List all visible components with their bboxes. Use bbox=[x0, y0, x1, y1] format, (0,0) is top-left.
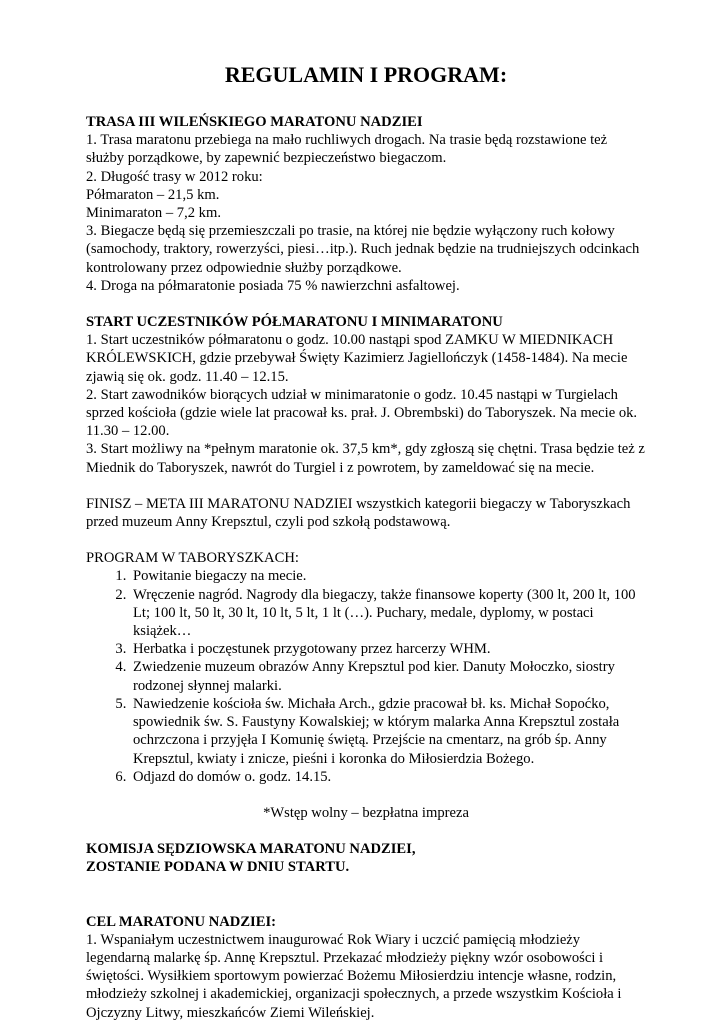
section-trasa bbox=[86, 113, 646, 295]
trasa-line: 2. Długość trasy w 2012 roku: bbox=[86, 168, 263, 185]
list-item: 2. Wręczenie nagród. Nagrody dla biegaczy, także finansowe koperty (300 lt, 200 lt, 100 Lt; 100 lt, 50 lt, 30 lt, 10 lt, 5 lt, 1 lt (…). Puchary, medale, dyplomy, w postaci książek… bbox=[130, 586, 646, 641]
trasa-line: 3. Biegacze będą się przemieszczali po trasie, na której nie będzie wyłączony ruch kołowy (samochody, traktory, rowerzyści, piesi…itp.). Ruch jednak będzie na trudniejszych odcinkach kontrolowany przez odpowiednie służby porządkowe. bbox=[86, 223, 640, 276]
section-start bbox=[86, 313, 646, 477]
cel-paragraph: 1. Wspaniałym uczestnictwem inaugurować Rok Wiary i uczcić pamięcią młodzieży legendarną malarkę śp. Annę Krepsztul. Przekazać młodzieży piękny wzór osobowości i świętości. Wysiłkiem sportowym powierzać Bożemu Miłosierdziu intencje własne, rodzin, młodzieży szkolnej i akademickiej, organizacji społecznych, a przede wszystkim Kościoła i Ojczyzny Litwy, mieszkańców Ziemi Wileńskiej. bbox=[86, 931, 622, 1021]
start-line: 1. Start uczestników półmaratonu o godz. 10.00 nastąpi spod ZAMKU W MIEDNIKACH KRÓLEWSKICH, gdzie przebywał Święty Kazimierz Jagiellończyk (1458-1484). Na mecie zjawią się ok. godz. 11.40 – 12.15. bbox=[86, 332, 628, 385]
list-item: 5. Nawiedzenie kościoła św. Michała Arch., gdzie pracował bł. ks. Michał Sopoćko, spowiednik św. S. Faustyny Kowalskiej; w którym malarka Anna Krepsztul została ochrzczona i przyjęła I Komunię świętą. Przejście na cmentarz, na grób śp. Anny Krepsztul, kwiaty i znicze, pieśni i koronka do Miłosierdzia Bożego. bbox=[130, 695, 646, 768]
finisz-paragraph: FINISZ – META III MARATONU NADZIEI wszystkich kategorii biegaczy w Taboryszkach przed muzeum Anny Krepsztul, czyli pod szkołą podstawową. bbox=[86, 495, 631, 531]
list-item: 6. Odjazd do domów o. godz. 14.15. bbox=[130, 768, 646, 786]
section-komisja bbox=[86, 840, 646, 876]
komisja-line-2: ZOSTANIE PODANA W DNIU STARTU. bbox=[86, 859, 350, 876]
program-list bbox=[86, 567, 646, 785]
trasa-line: Minimaraton – 7,2 km. bbox=[86, 205, 221, 222]
section-cel bbox=[86, 913, 646, 1022]
list-item: 1. Powitanie biegaczy na mecie. bbox=[130, 567, 646, 585]
section-heading-program: PROGRAM W TABORYSZKACH: bbox=[86, 550, 299, 567]
document-page bbox=[86, 62, 646, 1022]
section-heading-trasa: TRASA III WILEŃSKIEGO MARATONU NADZIEI bbox=[86, 114, 423, 130]
komisja-line-1: KOMISJA SĘDZIOWSKA MARATONU NADZIEI, bbox=[86, 841, 416, 858]
section-heading-start: START UCZESTNIKÓW PÓŁMARATONU I MINIMARATONU bbox=[86, 314, 503, 331]
trasa-line: Półmaraton – 21,5 km. bbox=[86, 186, 220, 203]
page-title: REGULAMIN I PROGRAM: bbox=[224, 62, 508, 87]
section-heading-cel: CEL MARATONU NADZIEI: bbox=[86, 913, 277, 930]
start-line: 3. Start możliwy na *pełnym maratonie ok. 37,5 km*, gdy zgłoszą się chętni. Trasa będzie też z Miednik do Taboryszek, nawrót do Turgiel i z powrotem, by zameldować się na mecie. bbox=[86, 441, 645, 476]
program-note: *Wstęp wolny – bezpłatna impreza bbox=[263, 804, 469, 821]
trasa-line: 4. Droga na półmaratonie posiada 75 % nawierzchni asfaltowej. bbox=[86, 277, 460, 294]
list-item: 3. Herbatka i poczęstunek przygotowany przez harcerzy WHM. bbox=[130, 640, 646, 658]
start-line: 2. Start zawodników biorących udział w minimaratonie o godz. 10.45 nastąpi w Turgielach sprzed kościoła (gdzie wiele lat pracował ks. prał. J. Obrembski) do Taboryszek. Na mecie ok. 11.30 – 12.00. bbox=[86, 386, 638, 440]
section-program bbox=[86, 549, 646, 822]
trasa-line: 1. Trasa maratonu przebiega na mało ruchliwych drogach. Na trasie będą rozstawione też służby porządkowe, by zapewnić bezpieczeństwo biegaczom. bbox=[86, 132, 608, 167]
list-item: 4. Zwiedzenie muzeum obrazów Anny Krepsztul pod kier. Danuty Mołoczko, siostry rodzonej słynnej malarki. bbox=[130, 658, 646, 694]
